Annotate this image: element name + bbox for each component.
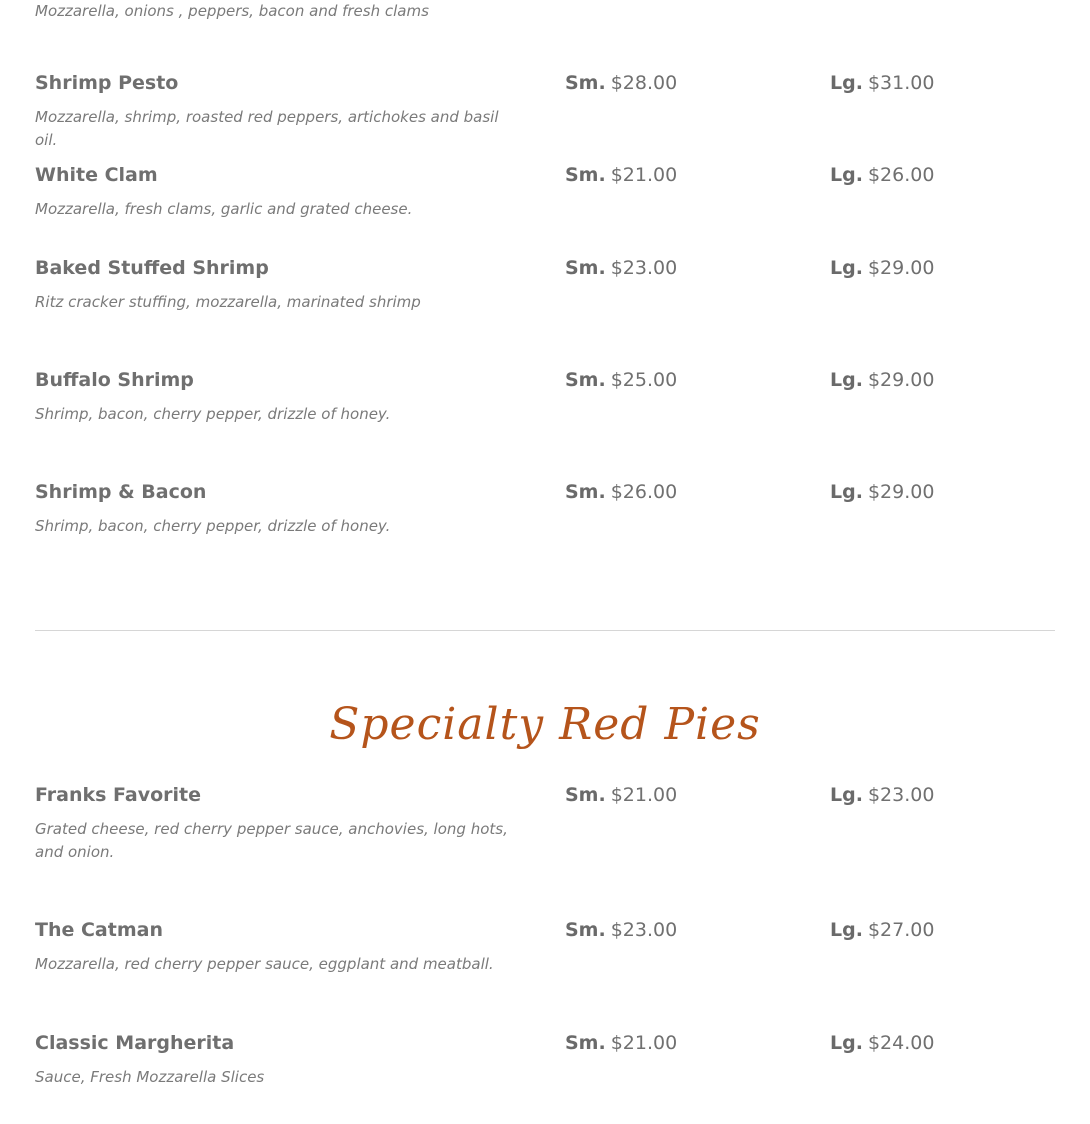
item-name: Shrimp & Bacon <box>35 481 207 503</box>
size-label-small: Sm. <box>565 164 606 186</box>
price-value: $21.00 <box>610 1032 678 1054</box>
menu-item-shrimp-pesto <box>0 71 1090 151</box>
size-label-small: Sm. <box>565 1032 606 1054</box>
menu-item-franks-favorite <box>0 783 1090 863</box>
price-value: $21.00 <box>610 784 678 806</box>
item-description: Shrimp, bacon, cherry pepper, drizzle of honey. <box>35 405 391 423</box>
item-description: Mozzarella, fresh clams, garlic and grated cheese. <box>35 200 413 218</box>
price-value: $26.00 <box>610 481 678 503</box>
large-price <box>830 1031 934 1055</box>
item-description: Mozzarella, red cherry pepper sauce, eggplant and meatball. <box>35 955 494 973</box>
large-price <box>830 783 934 807</box>
menu-item-classic-margherita <box>0 1031 1090 1111</box>
small-price <box>565 918 677 942</box>
size-label-large: Lg. <box>830 257 863 279</box>
size-label-large: Lg. <box>830 164 863 186</box>
size-label-large: Lg. <box>830 919 863 941</box>
item-description: Grated cheese, red cherry pepper sauce, anchovies, long hots, and onion. <box>35 820 508 861</box>
menu-item-shrimp-and-bacon <box>0 480 1090 560</box>
section-heading: Specialty Red Pies <box>329 699 761 750</box>
item-description: Sauce, Fresh Mozzarella Slices <box>35 1068 265 1086</box>
size-label-large: Lg. <box>830 1032 863 1054</box>
item-name: Baked Stuffed Shrimp <box>35 257 269 279</box>
item-description: Shrimp, bacon, cherry pepper, drizzle of honey. <box>35 517 391 535</box>
price-value: $23.00 <box>610 919 678 941</box>
price-value: $27.00 <box>867 919 935 941</box>
price-value: $26.00 <box>867 164 935 186</box>
menu-item-white-clam <box>0 163 1090 243</box>
small-price <box>565 368 677 392</box>
price-value: $29.00 <box>867 481 935 503</box>
item-name: Classic Margherita <box>35 1032 235 1054</box>
menu-item-baked-stuffed-shrimp <box>0 256 1090 336</box>
small-price <box>565 163 677 187</box>
small-price <box>565 783 677 807</box>
price-value: $23.00 <box>867 784 935 806</box>
large-price <box>830 918 934 942</box>
menu-item-partial <box>0 0 1090 45</box>
small-price <box>565 1031 677 1055</box>
item-name: The Catman <box>35 919 163 941</box>
item-name: White Clam <box>35 164 158 186</box>
size-label-small: Sm. <box>565 72 606 94</box>
size-label-large: Lg. <box>830 481 863 503</box>
large-price <box>830 71 934 95</box>
size-label-small: Sm. <box>565 784 606 806</box>
small-price <box>565 71 677 95</box>
size-label-large: Lg. <box>830 369 863 391</box>
item-description: Ritz cracker stuffing, mozzarella, marinated shrimp <box>35 293 421 311</box>
item-description: Mozzarella, onions , peppers, bacon and fresh clams <box>35 2 429 20</box>
item-name: Franks Favorite <box>35 784 202 806</box>
price-value: $24.00 <box>867 1032 935 1054</box>
section-divider <box>35 630 1055 631</box>
price-value: $25.00 <box>610 369 678 391</box>
price-value: $23.00 <box>610 257 678 279</box>
size-label-large: Lg. <box>830 72 863 94</box>
size-label-small: Sm. <box>565 369 606 391</box>
item-description: Mozzarella, shrimp, roasted red peppers, artichokes and basil oil. <box>35 108 499 149</box>
item-name: Buffalo Shrimp <box>35 369 194 391</box>
large-price <box>830 163 934 187</box>
price-value: $28.00 <box>610 72 678 94</box>
price-value: $29.00 <box>867 369 935 391</box>
size-label-large: Lg. <box>830 784 863 806</box>
size-label-small: Sm. <box>565 481 606 503</box>
item-name: Shrimp Pesto <box>35 72 179 94</box>
price-value: $31.00 <box>867 72 935 94</box>
small-price <box>565 480 677 504</box>
size-label-small: Sm. <box>565 919 606 941</box>
size-label-small: Sm. <box>565 257 606 279</box>
small-price <box>565 256 677 280</box>
large-price <box>830 256 934 280</box>
menu-item-buffalo-shrimp <box>0 368 1090 448</box>
price-value: $21.00 <box>610 164 678 186</box>
large-price <box>830 368 934 392</box>
large-price <box>830 480 934 504</box>
price-value: $29.00 <box>867 257 935 279</box>
menu-item-the-catman <box>0 918 1090 998</box>
